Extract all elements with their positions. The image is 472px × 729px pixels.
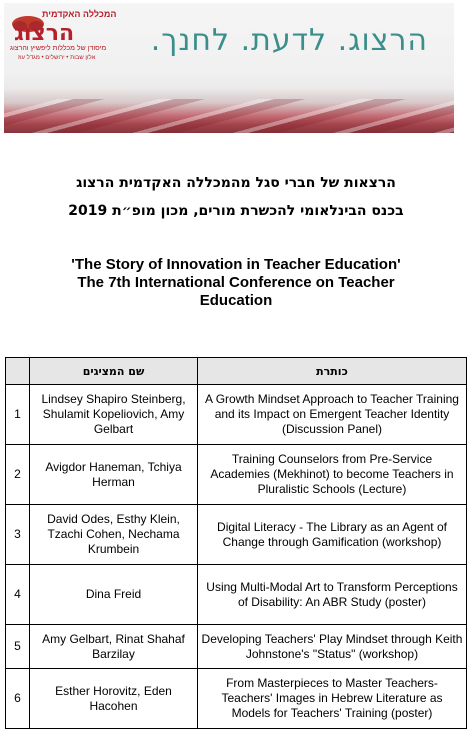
- row-presenters: David Odes, Esthy Klein, Tzachi Cohen, Nechama Krumbein: [30, 505, 198, 565]
- row-number: 6: [6, 669, 30, 729]
- row-number: 1: [6, 385, 30, 445]
- row-title: From Masterpieces to Master Teachers- Teachers' Images in Hebrew Literature as Models for Teachers' Training (poster): [198, 669, 467, 729]
- college-logo: [8, 9, 128, 59]
- table-row: [6, 445, 467, 505]
- row-number: 5: [6, 625, 30, 669]
- table-header-row: [6, 358, 467, 385]
- banner-slogan: הרצוג. לדעת. לחנך.: [150, 23, 428, 58]
- english-heading: [0, 256, 472, 310]
- header-presenters: שם המציגים: [30, 358, 198, 385]
- logo-college-label: המכללה האקדמית: [42, 9, 117, 19]
- table-row: [6, 669, 467, 729]
- hebrew-heading-line-2: בכנס הבינלאומי להכשרת מורים, מכון מופ״ת 2019: [68, 203, 404, 219]
- header-title: כותרת: [198, 358, 467, 385]
- row-title: Training Counselors from Pre-Service Academies (Mekhinot) to become Teachers in Pluralistic Schools (Lecture): [198, 445, 467, 505]
- banner-stripes-overlay: [4, 99, 454, 133]
- logo-tagline: מיסודן של מכללות ליפשיץ והרצוג: [10, 45, 107, 52]
- header-banner: [4, 3, 454, 133]
- logo-places: אלון שבות • ירושלים • מגדל עוז: [18, 55, 96, 61]
- row-number: 2: [6, 445, 30, 505]
- row-presenters: Esther Horovitz, Eden Hacohen: [30, 669, 198, 729]
- row-title: A Growth Mindset Approach to Teacher Training and its Impact on Emergent Teacher Identity (Discussion Panel): [198, 385, 467, 445]
- row-title: Digital Literacy - The Library as an Agent of Change through Gamification (workshop): [198, 505, 467, 565]
- row-presenters: Dina Freid: [30, 565, 198, 625]
- row-presenters: Amy Gelbart, Rinat Shahaf Barzilay: [30, 625, 198, 669]
- row-number: 4: [6, 565, 30, 625]
- table-row: [6, 625, 467, 669]
- table-row: [6, 385, 467, 445]
- talks-table: [5, 357, 467, 729]
- header-number: [6, 358, 30, 385]
- english-heading-line-3: Education: [199, 292, 273, 309]
- row-presenters: Lindsey Shapiro Steinberg, Shulamit Kopeliovich, Amy Gelbart: [30, 385, 198, 445]
- table-row: [6, 505, 467, 565]
- row-presenters: Avigdor Haneman, Tchiya Herman: [30, 445, 198, 505]
- table-row: [6, 565, 467, 625]
- english-heading-line-1: 'The Story of Innovation in Teacher Education': [71, 256, 401, 273]
- hebrew-heading-line-1: הרצאות של חברי סגל מהמכללה האקדמית הרצוג: [76, 175, 396, 191]
- row-title: Developing Teachers' Play Mindset through Keith Johnstone's "Status" (workshop): [198, 625, 467, 669]
- row-title: Using Multi-Modal Art to Transform Perceptions of Disability: An ABR Study (poster): [198, 565, 467, 625]
- logo-name: הרצוג: [14, 21, 75, 46]
- row-number: 3: [6, 505, 30, 565]
- english-heading-line-2: The 7th International Conference on Teacher: [77, 274, 395, 291]
